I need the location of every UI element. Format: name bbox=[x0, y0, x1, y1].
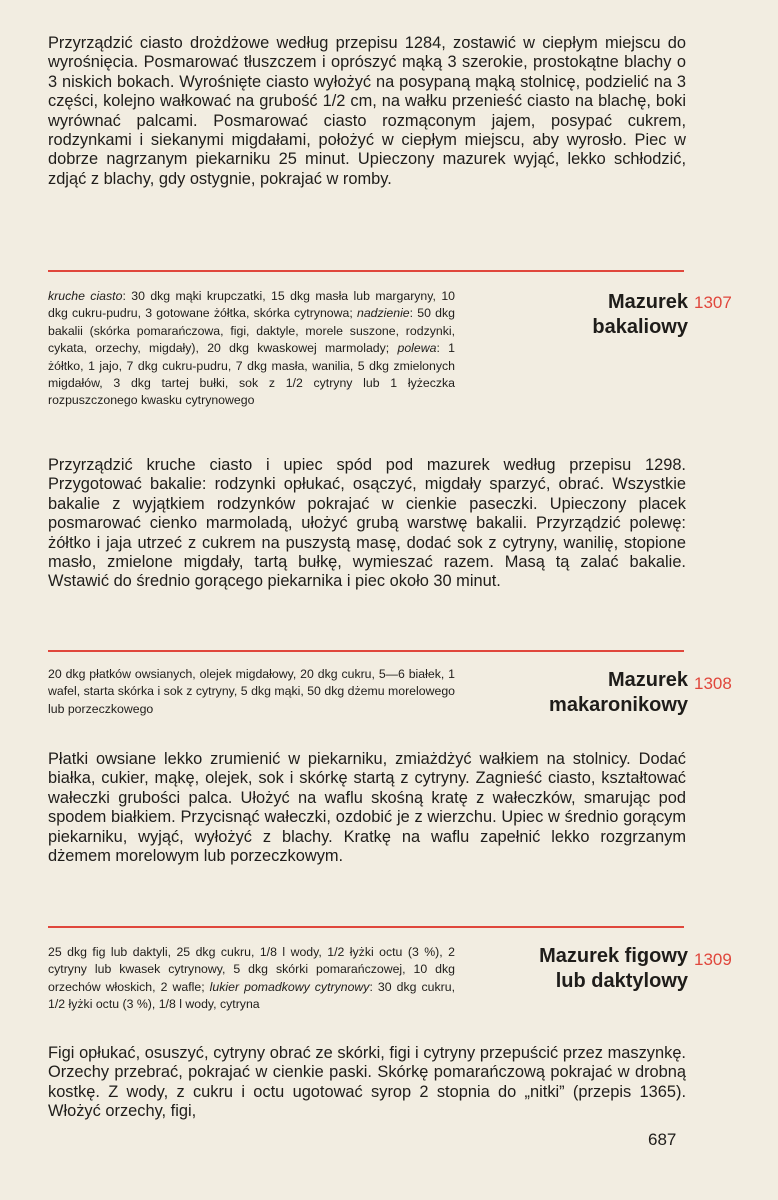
ingredients-list: 20 dkg płatków owsianych, olejek migdałowy, 20 dkg cukru, 5—6 białek, 1 wafel, starta skórka i sok z cytryny, 5 dkg mąki, 50 dkg dżemu morelowego lub porzeczkowego bbox=[48, 667, 455, 716]
recipe-number: 1307 bbox=[694, 293, 732, 312]
divider-rule bbox=[48, 650, 684, 652]
ingredients-list bbox=[48, 288, 455, 410]
ingredient-text-main: 25 dkg fig lub daktyli, 25 dkg cukru, 1/8 l wody, 1/2 łyżki octu (3 %), 2 cytryny lub kwasek cytrynowy, 5 dkg skórki pomarańczowej, 10 dkg orzechów włoskich, 2 wafle; bbox=[48, 945, 455, 994]
recipe-method: Płatki owsiane lekko zrumienić w piekarniku, zmiażdżyć wałkiem na stolnicy. Dodać białka, cukier, mąkę, olejek, sok i skórkę startą z cytryny. Zagnieść ciasto, kształtować wałeczki grubości palca. Ułożyć na waflu skośną kratę z wałeczków, smarując pod spodem białkiem. Przycisnąć wałeczki, ozdobić je z wierzchu. Upiec w średnio gorącym piekarniku, wyjąć, wyłożyć z blachy. Kratkę na waflu zapełnić lekko rozgrzanym dżemem morelowym lub porzeczkowym. bbox=[48, 750, 686, 866]
recipe-method: Przyrządzić kruche ciasto i upiec spód pod mazurek według przepisu 1298. Przygotować bakalie: rodzynki opłukać, osączyć, migdały sparzyć, obrać. Wszystkie bakalie z wyjątkiem rodzynków pokrajać w cienkie paseczki. Upieczony placek posmarować cienko marmoladą, ułożyć grubą warstwę bakalii. Przyrządzić polewę: żółtko i jaja utrzeć z cukrem na puszystą masę, dodać sok z cytryny, wanilię, stopione masło, zmielone migdały, tartą bułkę, wymieszać razem. Masą tą zalać bakalie. Wstawić do średnio gorącego piekarnika i piec około 30 minut. bbox=[48, 456, 686, 591]
recipe-title bbox=[448, 944, 688, 994]
recipe-method: Figi opłukać, osuszyć, cytryny obrać ze skórki, figi i cytryny przepuścić przez maszynkę. Orzechy przebrać, pokrajać w cienkie paski. Skórkę pomarańczową pokrajać w drobną kostkę. Z wody, z cukru i octu ugotować syrop 2 stopnia do „nitki” (przepis 1365). Włożyć orzechy, figi, bbox=[48, 1044, 686, 1121]
ingredient-text-glaze: : 1 żółtko, 1 jajo, 7 dkg cukru-pudru, 7 dkg masła, wanilia, 5 dkg zmielonych migdałów, 3 dkg tartej bułki, sok z 1/2 cytryny lub 1 łyżeczka rozpuszczonego kwasku cytrynowego bbox=[48, 341, 455, 408]
ingredient-text-icing: : 30 dkg cukru, 1/2 łyżki octu (3 %), 1/8 l wody, cytryna bbox=[48, 979, 455, 1012]
ingredient-label-glaze: polewa bbox=[397, 341, 437, 356]
recipe-title-line-1: Mazurek bbox=[607, 291, 688, 313]
ingredient-text-filling: : 50 dkg bakalii (skórka pomarańczowa, figi, daktyle, morele suszone, rodzynki, cykata, orzechy, migdały), 20 dkg kwaskowej marmolady; bbox=[48, 306, 455, 356]
ingredients-list bbox=[48, 944, 455, 1014]
ingredient-text-dough: : 30 dkg mąki krupczatki, 15 dkg masła lub margaryny, 10 dkg cukru-pudru, 3 gotowane żółtka, skórka cytrynowa; bbox=[48, 289, 455, 321]
recipe-title bbox=[448, 668, 688, 718]
recipe-title bbox=[448, 290, 688, 340]
ingredient-label-dough: kruche ciasto bbox=[48, 289, 123, 303]
recipe-number: 1308 bbox=[694, 674, 732, 693]
recipe-title-line-2: lub daktylowy bbox=[555, 970, 688, 992]
recipe-title-line-2: makaronikowy bbox=[549, 694, 688, 716]
ingredient-label-icing: lukier pomadkowy cytrynowy bbox=[209, 979, 370, 994]
recipe-title-line-2: bakaliowy bbox=[592, 316, 688, 338]
recipe-title-line-1: Mazurek bbox=[607, 669, 688, 691]
page-number: 687 bbox=[648, 1130, 677, 1149]
divider-rule bbox=[48, 926, 684, 928]
recipe-title-line-1: Mazurek figowy bbox=[539, 945, 688, 967]
ingredient-label-filling: nadzienie bbox=[357, 306, 410, 321]
intro-paragraph: Przyrządzić ciasto drożdżowe według przepisu 1284, zostawić w ciepłym miejscu do wyrośnięcia. Posmarować tłuszczem i oprószyć mąką 3 szerokie, prostokątne blachy o 3 niskich bokach. Wyrośnięte ciasto wyłożyć na posypaną mąką stolnicę, podzielić na 3 części, kolejno wałkować na grubość 1/2 cm, na wałku przenieść ciasto na blachę, boki wyrównać palcami. Posmarować ciasto rozmąconym jajem, posypać cukrem, rodzynkami i siekanymi migdałami, położyć w ciepłym miejscu, aby wyrosło. Piec w dobrze nagrzanym piekarniku 25 minut. Upieczony mazurek wyjąć, lekko schłodzić, zdjąć z blachy, gdy ostygnie, pokrajać w romby. bbox=[48, 34, 686, 188]
recipe-number: 1309 bbox=[694, 950, 732, 969]
divider-rule bbox=[48, 270, 684, 272]
